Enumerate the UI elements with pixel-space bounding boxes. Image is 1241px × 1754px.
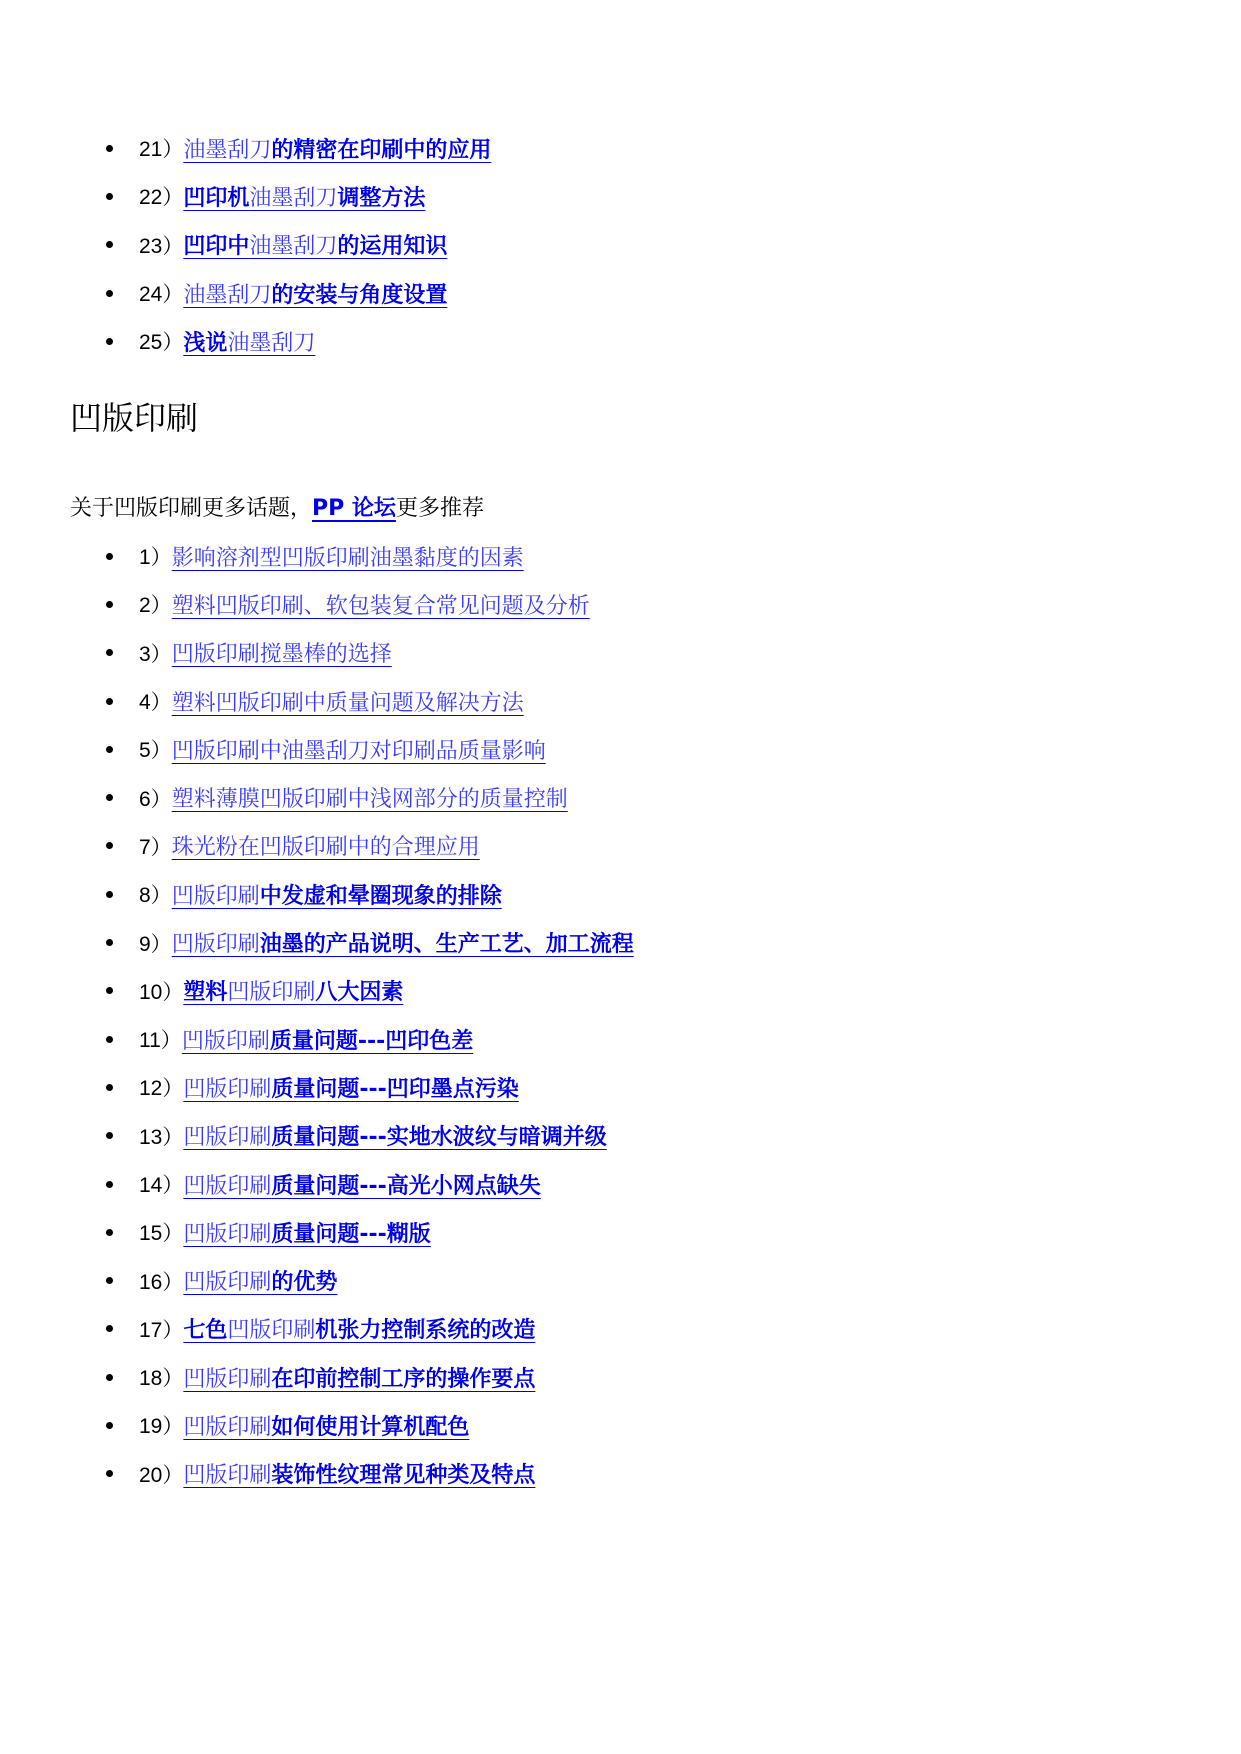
bullet-icon xyxy=(106,939,113,946)
link-text: 油墨刮刀 xyxy=(183,137,272,163)
link-text: 机张力控制系统的改造 xyxy=(315,1318,536,1344)
link-text: 凹版印刷 xyxy=(183,1270,272,1296)
article-link[interactable] xyxy=(183,1217,436,1248)
list-item xyxy=(100,677,640,725)
link-text: 油墨的产品说明、生产工艺、加工流程 xyxy=(259,932,634,958)
section-intro xyxy=(70,493,484,525)
article-link[interactable] xyxy=(182,1024,479,1055)
bullet-icon xyxy=(106,794,113,801)
link-text: 凹版印刷 xyxy=(183,1076,272,1102)
link-text: 调整方法 xyxy=(337,185,426,211)
link-text: 凹版印刷中油墨刮刀对印刷品质量影响 xyxy=(171,738,546,764)
link-text: 凹印机 xyxy=(183,185,250,211)
list-item xyxy=(100,1015,640,1063)
bullet-icon xyxy=(106,1422,113,1429)
item-number: 2） xyxy=(139,594,172,618)
article-link[interactable] xyxy=(172,879,508,910)
forum-link[interactable]: PP 论坛 xyxy=(312,496,396,521)
link-text: 珠光粉在凹版印刷中的合理应用 xyxy=(171,835,480,861)
link-text: 油墨刮刀 xyxy=(183,282,272,308)
link-text: 凹版印刷 xyxy=(171,883,260,909)
item-number: 21） xyxy=(139,138,184,162)
link-text: 凹版印刷 xyxy=(183,1414,272,1440)
link-text: 塑料薄膜凹版印刷中浅网部分的质量控制 xyxy=(171,787,568,813)
link-text: 凹版印刷 xyxy=(183,1366,272,1392)
section-heading: 凹版印刷 xyxy=(70,399,199,437)
bullet-icon xyxy=(106,987,113,994)
link-text: 凹版印刷搅墨棒的选择 xyxy=(171,642,392,668)
link-text: 凹版印刷 xyxy=(171,932,260,958)
link-text: 油墨刮刀 xyxy=(227,330,316,356)
article-link[interactable] xyxy=(183,181,431,212)
link-text: 凹版印刷 xyxy=(227,1318,316,1344)
bullet-icon xyxy=(106,145,113,152)
list-item xyxy=(100,1208,640,1256)
list-item xyxy=(100,1353,640,1401)
article-link[interactable] xyxy=(183,133,497,164)
link-text: 七色 xyxy=(183,1318,228,1344)
item-number: 22） xyxy=(139,186,184,210)
bullet-icon xyxy=(106,1470,113,1477)
list-item xyxy=(100,822,640,870)
link-text: 装饰性纹理常见种类及特点 xyxy=(271,1463,536,1489)
bullet-icon xyxy=(106,1036,113,1043)
article-link-list-gravure xyxy=(100,532,640,1498)
article-link[interactable] xyxy=(183,326,321,357)
article-link[interactable] xyxy=(183,1362,541,1393)
item-number: 23） xyxy=(139,234,184,258)
bullet-icon xyxy=(106,1181,113,1188)
item-number: 20） xyxy=(139,1463,184,1487)
link-text: 质量问题---高光小网点缺失 xyxy=(271,1173,541,1199)
article-link[interactable] xyxy=(172,734,552,765)
link-text: 凹版印刷 xyxy=(183,1125,272,1151)
list-item xyxy=(100,967,640,1015)
item-number: 17） xyxy=(139,1318,184,1342)
item-number: 3） xyxy=(139,642,172,666)
link-text: 八大因素 xyxy=(315,980,404,1006)
item-number: 18） xyxy=(139,1367,184,1391)
list-item xyxy=(100,580,640,628)
article-link[interactable] xyxy=(183,1458,541,1489)
bullet-icon xyxy=(106,1084,113,1091)
bullet-icon xyxy=(106,290,113,297)
list-item xyxy=(100,773,640,821)
intro-suffix: 更多推荐 xyxy=(395,496,484,521)
article-link[interactable] xyxy=(172,541,530,572)
intro-prefix: 关于凹版印刷更多话题， xyxy=(70,496,313,521)
item-number: 9） xyxy=(139,932,172,956)
list-item xyxy=(100,1063,640,1111)
bullet-icon xyxy=(106,698,113,705)
list-item xyxy=(100,918,640,966)
list-item xyxy=(100,629,640,677)
list-item xyxy=(100,725,640,773)
article-link[interactable] xyxy=(183,1410,475,1441)
bullet-icon xyxy=(106,601,113,608)
article-link[interactable] xyxy=(172,686,530,717)
link-text: 的安装与角度设置 xyxy=(271,282,448,308)
item-number: 1） xyxy=(139,546,172,570)
bullet-icon xyxy=(106,1132,113,1139)
article-link[interactable] xyxy=(172,589,596,620)
list-item xyxy=(100,870,640,918)
list-item xyxy=(100,1256,640,1304)
item-number: 25） xyxy=(139,331,184,355)
bullet-icon xyxy=(106,553,113,560)
link-text: 的运用知识 xyxy=(337,234,448,260)
link-text: 中发虚和晕圈现象的排除 xyxy=(259,883,502,909)
article-link-list-top xyxy=(100,124,497,365)
list-item xyxy=(100,1112,640,1160)
link-text: 油墨刮刀 xyxy=(249,234,338,260)
article-link[interactable] xyxy=(172,782,574,813)
item-number: 11） xyxy=(139,1029,182,1053)
item-number: 24） xyxy=(139,283,184,307)
article-link[interactable] xyxy=(183,1120,612,1151)
list-item xyxy=(100,124,497,172)
article-link[interactable] xyxy=(183,278,453,309)
link-text: 塑料凹版印刷、软包装复合常见问题及分析 xyxy=(171,593,590,619)
link-text: 质量问题---凹印色差 xyxy=(269,1028,474,1054)
article-link[interactable] xyxy=(183,229,453,260)
item-number: 6） xyxy=(139,787,172,811)
article-link[interactable] xyxy=(183,1072,524,1103)
list-item xyxy=(100,317,497,365)
item-number: 19） xyxy=(139,1415,184,1439)
list-item xyxy=(100,1450,640,1498)
link-text: 质量问题---凹印墨点污染 xyxy=(271,1076,519,1102)
list-item xyxy=(100,221,497,269)
article-link[interactable] xyxy=(172,830,486,861)
link-text: 如何使用计算机配色 xyxy=(271,1414,470,1440)
item-number: 7） xyxy=(139,835,172,859)
item-number: 10） xyxy=(139,980,184,1004)
bullet-icon xyxy=(106,1325,113,1332)
link-text: 凹版印刷 xyxy=(183,1463,272,1489)
article-link[interactable] xyxy=(183,1313,541,1344)
item-number: 13） xyxy=(139,1125,184,1149)
bullet-icon xyxy=(106,338,113,345)
article-link[interactable] xyxy=(172,637,398,668)
list-item xyxy=(100,172,497,220)
bullet-icon xyxy=(106,649,113,656)
link-text: 凹版印刷 xyxy=(183,1173,272,1199)
item-number: 12） xyxy=(139,1077,184,1101)
item-number: 16） xyxy=(139,1270,184,1294)
link-text: 凹版印刷 xyxy=(227,980,316,1006)
link-text: 塑料凹版印刷中质量问题及解决方法 xyxy=(171,690,524,716)
article-link[interactable] xyxy=(172,927,640,958)
link-text: 影响溶剂型凹版印刷油墨黏度的因素 xyxy=(171,545,524,571)
link-text: 凹版印刷 xyxy=(183,1221,272,1247)
article-link[interactable] xyxy=(183,975,409,1006)
list-item xyxy=(100,269,497,317)
bullet-icon xyxy=(106,746,113,753)
bullet-icon xyxy=(106,891,113,898)
item-number: 8） xyxy=(139,884,172,908)
bullet-icon xyxy=(106,842,113,849)
list-item xyxy=(100,1401,640,1449)
link-text: 质量问题---实地水波纹与暗调并级 xyxy=(271,1125,607,1151)
item-number: 5） xyxy=(139,739,172,763)
link-text: 浅说 xyxy=(183,330,228,356)
link-text: 塑料 xyxy=(183,980,228,1006)
link-text: 凹版印刷 xyxy=(181,1028,270,1054)
item-number: 4） xyxy=(139,691,172,715)
link-text: 的优势 xyxy=(271,1270,338,1296)
link-text: 在印前控制工序的操作要点 xyxy=(271,1366,536,1392)
list-item xyxy=(100,532,640,580)
bullet-icon xyxy=(106,1277,113,1284)
link-text: 质量问题---糊版 xyxy=(271,1221,431,1247)
bullet-icon xyxy=(106,241,113,248)
bullet-icon xyxy=(106,1374,113,1381)
article-link[interactable] xyxy=(183,1265,343,1296)
link-text: 油墨刮刀 xyxy=(249,185,338,211)
item-number: 14） xyxy=(139,1174,184,1197)
item-number: 15） xyxy=(139,1222,184,1246)
link-text: 凹印中 xyxy=(183,234,250,260)
bullet-icon xyxy=(106,1229,113,1236)
list-item xyxy=(100,1160,640,1208)
list-item xyxy=(100,1305,640,1353)
link-text: 的精密在印刷中的应用 xyxy=(271,137,492,163)
article-link[interactable] xyxy=(183,1169,546,1200)
bullet-icon xyxy=(106,193,113,200)
